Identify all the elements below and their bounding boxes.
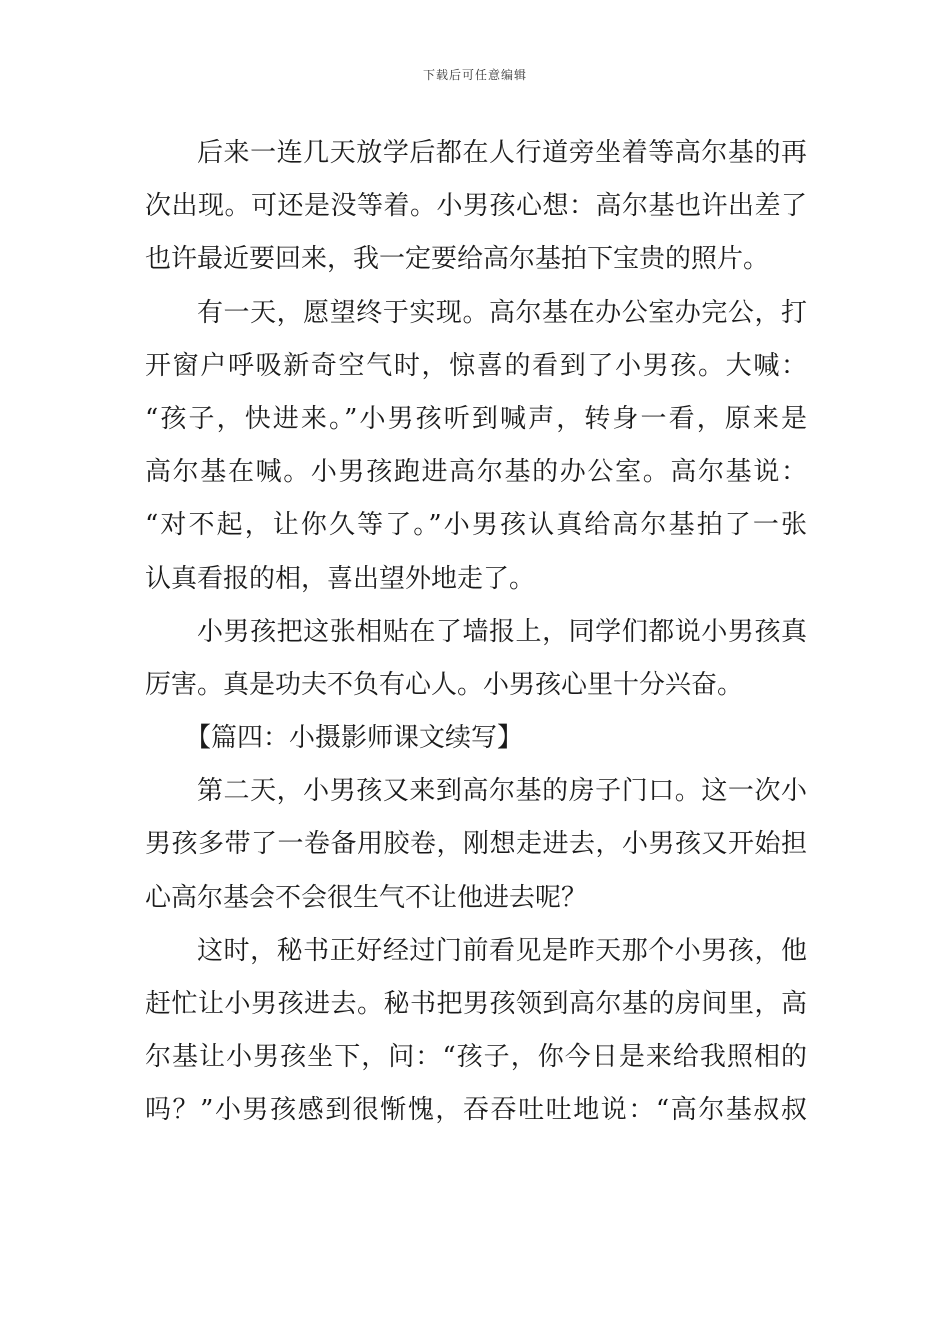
text-line: 有一天，愿望终于实现。高尔基在办公室办完公，打	[197, 297, 807, 328]
text-line: 小男孩把这张相贴在了墙报上，同学们都说小男孩真	[197, 616, 807, 647]
text-line: 厉害。真是功夫不负有心人。小男孩心里十分兴奋。	[145, 669, 744, 700]
text-line: 尔基让小男孩坐下，问：“孩子，你今日是来给我照相的	[145, 1042, 807, 1073]
text-line: “对不起，让你久等了。”小男孩认真给高尔基拍了一张	[145, 510, 807, 541]
text-line: 心高尔基会不会很生气不让他进去呢？	[145, 882, 588, 913]
text-line: 赶忙让小男孩进去。秘书把男孩领到高尔基的房间里，高	[145, 989, 807, 1019]
download-note: 下载后可任意编辑	[422, 68, 527, 82]
document-body	[145, 127, 807, 1138]
text-line: “孩子，快进来。”小男孩听到喊声，转身一看，原来是	[145, 403, 807, 434]
text-line: 吗？”小男孩感到很惭愧，吞吞吐吐地说：“高尔基叔叔	[145, 1095, 807, 1126]
text-line: 这时，秘书正好经过门前看见是昨天那个小男孩，他	[197, 935, 807, 966]
text-line: 认真看报的相，喜出望外地走了。	[145, 563, 536, 594]
text-line: 高尔基在喊。小男孩跑进高尔基的办公室。高尔基说：	[145, 457, 807, 488]
text-line: 第二天，小男孩又来到高尔基的房子门口。这一次小	[197, 776, 807, 807]
text-line: 男孩多带了一卷备用胶卷，刚想走进去，小男孩又开始担	[145, 829, 807, 860]
text-line: 也许最近要回来，我一定要给高尔基拍下宝贵的照片。	[145, 244, 770, 275]
text-line: 次出现。可还是没等着。小男孩心想：高尔基也许出差了	[145, 191, 807, 222]
text-line: 开窗户呼吸新奇空气时，惊喜的看到了小男孩。大喊：	[145, 350, 807, 381]
section-heading: 【篇四：小摄影师课文续写】	[185, 723, 524, 754]
text-line: 后来一连几天放学后都在人行道旁坐着等高尔基的再	[197, 138, 807, 168]
